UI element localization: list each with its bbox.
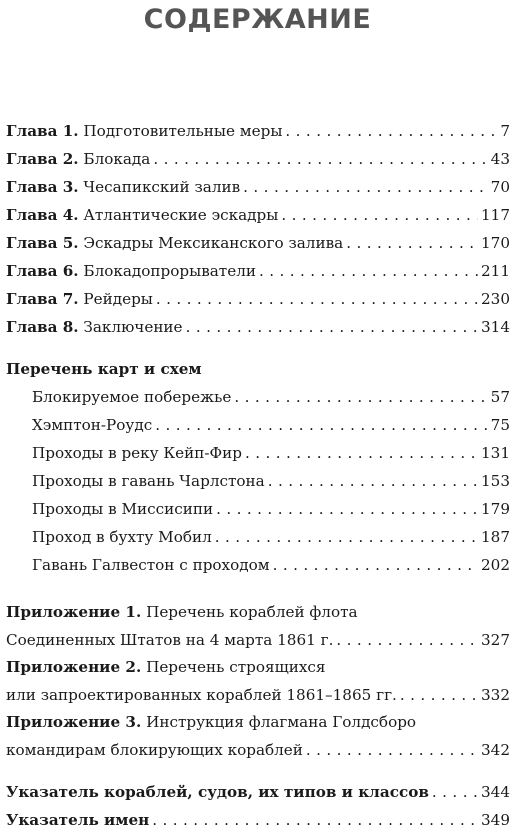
page-number: 70 bbox=[490, 178, 510, 196]
toc-map-item[interactable] bbox=[6, 383, 510, 411]
toc-appendix-2[interactable] bbox=[6, 654, 510, 709]
toc-chapter-5[interactable] bbox=[6, 229, 510, 257]
chapter-number: Глава 6. bbox=[6, 262, 79, 280]
dot-leader bbox=[215, 523, 478, 551]
chapter-number: Глава 2. bbox=[6, 150, 79, 168]
toc-map-item[interactable] bbox=[6, 551, 510, 579]
toc-map-item[interactable] bbox=[6, 439, 510, 467]
page-number: 187 bbox=[481, 528, 510, 546]
page-number: 170 bbox=[481, 234, 510, 252]
dot-leader bbox=[281, 201, 478, 229]
toc-map-item[interactable] bbox=[6, 495, 510, 523]
table-of-contents bbox=[6, 117, 510, 834]
appendix-number: Приложение 1. bbox=[6, 603, 142, 621]
toc-chapter-2[interactable] bbox=[6, 145, 510, 173]
map-title: Проходы в гавань Чарлстона bbox=[32, 472, 265, 490]
page-number: 7 bbox=[500, 122, 510, 140]
appendix-title-line1: Инструкция флагмана Голдсборо bbox=[146, 713, 417, 731]
map-title: Хэмптон-Роудс bbox=[32, 416, 153, 434]
page-number: 349 bbox=[481, 811, 510, 829]
chapter-title: Подготовительные меры bbox=[83, 122, 283, 140]
appendix-title-line1: Перечень строящихся bbox=[146, 658, 326, 676]
dot-leader bbox=[268, 467, 478, 495]
chapter-title: Рейдеры bbox=[83, 290, 153, 308]
dot-leader bbox=[186, 313, 478, 341]
dot-leader bbox=[400, 681, 478, 709]
dot-leader bbox=[245, 439, 478, 467]
toc-chapter-6[interactable] bbox=[6, 257, 510, 285]
page-number: 342 bbox=[481, 741, 510, 759]
appendix-title-line2: командирам блокирующих кораблей bbox=[6, 741, 303, 759]
toc-map-item[interactable] bbox=[6, 411, 510, 439]
toc-chapter-8[interactable] bbox=[6, 313, 510, 341]
toc-chapter-1[interactable] bbox=[6, 117, 510, 145]
index-title: Указатель кораблей, судов, их типов и классов bbox=[6, 783, 429, 801]
dot-leader bbox=[432, 778, 478, 806]
dot-leader bbox=[306, 736, 478, 764]
chapter-number: Глава 5. bbox=[6, 234, 79, 252]
toc-index-ships[interactable] bbox=[6, 778, 510, 806]
page-number: 327 bbox=[481, 631, 510, 649]
chapter-number: Глава 7. bbox=[6, 290, 79, 308]
appendix-number: Приложение 3. bbox=[6, 713, 142, 731]
chapter-number: Глава 4. bbox=[6, 206, 79, 224]
toc-chapter-7[interactable] bbox=[6, 285, 510, 313]
toc-appendix-3[interactable] bbox=[6, 709, 510, 764]
chapter-title: Атлантические эскадры bbox=[83, 206, 279, 224]
dot-leader bbox=[285, 117, 497, 145]
appendix-title-line1: Перечень кораблей флота bbox=[146, 603, 358, 621]
map-title: Проход в бухту Мобил bbox=[32, 528, 212, 546]
page-number: 75 bbox=[490, 416, 510, 434]
dot-leader bbox=[234, 383, 487, 411]
chapter-title: Чесапикский залив bbox=[83, 178, 241, 196]
page-number: 179 bbox=[481, 500, 510, 518]
page-number: 131 bbox=[481, 444, 510, 462]
page-number: 153 bbox=[481, 472, 510, 490]
map-title: Блокируемое побережье bbox=[32, 388, 232, 406]
page-number: 202 bbox=[481, 556, 510, 574]
toc-appendix-1[interactable] bbox=[6, 599, 510, 654]
index-title: Указатель имен bbox=[6, 811, 150, 829]
chapter-number: Глава 3. bbox=[6, 178, 79, 196]
appendix-number: Приложение 2. bbox=[6, 658, 142, 676]
appendix-title-line2: или запроектированных кораблей 1861–1865 гг. bbox=[6, 686, 397, 704]
dot-leader bbox=[346, 229, 478, 257]
chapter-title: Блокадопрорыватели bbox=[83, 262, 256, 280]
chapter-title: Блокада bbox=[83, 150, 151, 168]
page-number: 117 bbox=[481, 206, 510, 224]
page-title: СОДЕРЖАНИЕ bbox=[143, 4, 372, 35]
toc-map-item[interactable] bbox=[6, 523, 510, 551]
dot-leader bbox=[259, 257, 478, 285]
chapter-number: Глава 1. bbox=[6, 122, 79, 140]
page-number: 314 bbox=[481, 318, 510, 336]
toc-chapter-4[interactable] bbox=[6, 201, 510, 229]
dot-leader bbox=[156, 285, 478, 313]
page-number: 344 bbox=[481, 783, 510, 801]
toc-map-item[interactable] bbox=[6, 467, 510, 495]
dot-leader bbox=[216, 495, 478, 523]
dot-leader bbox=[273, 551, 478, 579]
page-number: 211 bbox=[481, 262, 510, 280]
chapter-number: Глава 8. bbox=[6, 318, 79, 336]
page-number: 230 bbox=[481, 290, 510, 308]
dot-leader bbox=[243, 173, 488, 201]
maps-heading[interactable]: Перечень карт и схем bbox=[6, 360, 202, 378]
toc-chapter-3[interactable] bbox=[6, 173, 510, 201]
dot-leader bbox=[153, 145, 487, 173]
appendix-title-line2: Соединенных Штатов на 4 марта 1861 г. bbox=[6, 631, 334, 649]
chapter-title: Эскадры Мексиканского залива bbox=[83, 234, 344, 252]
map-title: Проходы в Миссисипи bbox=[32, 500, 214, 518]
page-number: 332 bbox=[481, 686, 510, 704]
page-number: 43 bbox=[490, 150, 510, 168]
dot-leader bbox=[155, 411, 487, 439]
page-number: 57 bbox=[490, 388, 510, 406]
map-title: Гавань Галвестон с проходом bbox=[32, 556, 270, 574]
dot-leader bbox=[336, 626, 478, 654]
chapter-title: Заключение bbox=[83, 318, 183, 336]
map-title: Проходы в реку Кейп-Фир bbox=[32, 444, 242, 462]
